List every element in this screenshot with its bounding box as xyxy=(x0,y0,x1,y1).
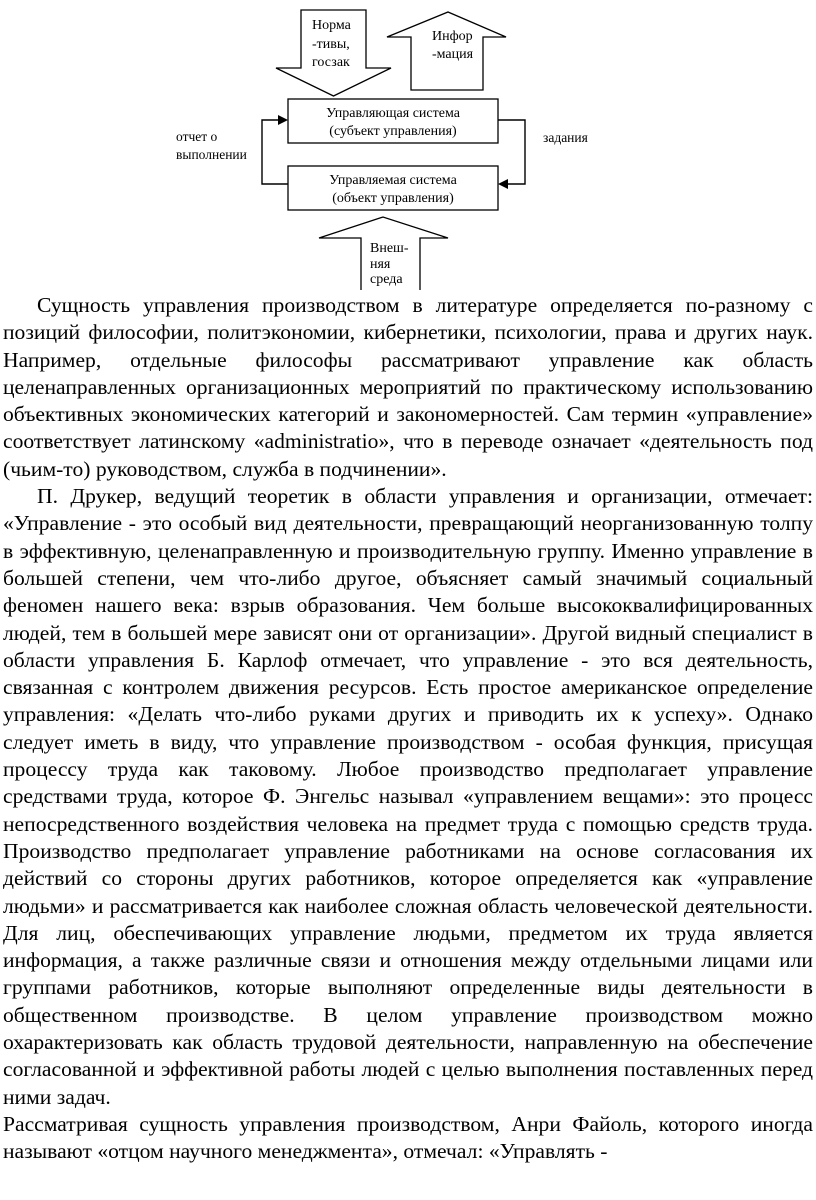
information-arrow-line-2: -мация xyxy=(432,47,474,62)
control-system-box xyxy=(288,99,498,143)
norms-arrow-line-1: Норма xyxy=(312,18,351,33)
control-system-title: Управляющая система xyxy=(326,106,460,121)
managed-system-box xyxy=(288,166,498,210)
norms-arrow-line-3: госзак xyxy=(312,55,350,70)
information-arrow-line-1: Инфор xyxy=(432,29,473,44)
tasks-label: задания xyxy=(543,130,588,145)
report-label-line-2: выполнении xyxy=(176,147,247,162)
environment-arrow xyxy=(319,217,448,290)
environment-arrow-line-1: Внеш- xyxy=(370,241,409,256)
environment-arrow-line-2: няя xyxy=(370,257,391,272)
environment-arrow-line-3: среда xyxy=(370,272,403,287)
report-feedback-arrow xyxy=(262,120,288,184)
norms-arrow xyxy=(276,10,391,96)
paragraph-drucker-quote: П. Друкер, ведущий теоретик в области управления и организации, отмечает: «Управление - это особый вид деятельности, превращающий неорганизованную толпу в эффективную, целенаправленную и производительную группу. Именно управление в большей степени, чем что-либо другое, объясняет самый значимый социальный феномен нашего века: взрыв образования. Чем больше высококвалифицированных людей, тем в большей мере зависят они от организации». Другой видный специалист в области управления Б. Карлоф отмечает, что управление - это вся деятельность, связанная с контролем движения ресурсов. Есть простое американское определение управления: «Делать что-либо руками других и приводить их к успеху». Однако следует иметь в виду, что управление производством - особая функция, присущая процессу труда как таковому. Любое производство предполагает управление средствами труда, которое Ф. Энгельс называл «управлением вещами»: это процесс непосредственного воздействия человека на предмет труда с помощью средств труда. Производство предполагает управление работниками на основе согласования их действий со стороны других работников, которое определяется как «управление людьми» и рассматривается как наиболее сложная область человеческой деятельности. Для лиц, обеспечивающих управление людьми, предметом их труда является информация, а также различные связи и отношения между отдельными лицами или группами работников, которые выполняют определенные виды деятельности в общественном производстве. В целом управление производством можно охарактеризовать как область трудовой деятельности, направленную на обеспечение согласованной и эффективной работы людей с целью выполнения поставленных перед ними задач. xyxy=(3,484,813,1109)
report-label-line-1: отчет о xyxy=(176,129,218,144)
managed-system-title: Управляемая система xyxy=(329,173,457,188)
management-system-diagram xyxy=(0,0,816,290)
paragraph-fayol: Рассматривая сущность управления производством, Анри Файоль, которого иногда называют «отцом научного менеджмента», отмечал: «Управлять - xyxy=(3,1111,813,1164)
paragraph-management-essence: Сущность управления производством в литературе определяется по-разному с позиций философии, политэкономии, кибернетики, психологии, права и других наук. Например, отдельные философы рассматривают управление как область целенаправленных организационных мероприятий по практическому использованию объективных экономических категорий и закономерностей. Сам термин «управление» соответствует латинскому «administratio», что в переводе означает «деятельность под (чьим-то) руководством, служба в подчинении». xyxy=(3,293,813,481)
document-body xyxy=(3,292,813,1166)
norms-arrow-line-2: -тивы, xyxy=(312,37,350,52)
managed-system-subtitle: (объект управления) xyxy=(332,191,454,206)
control-system-subtitle: (субъект управления) xyxy=(329,124,457,139)
tasks-arrow xyxy=(498,120,525,184)
information-arrow xyxy=(387,12,506,90)
